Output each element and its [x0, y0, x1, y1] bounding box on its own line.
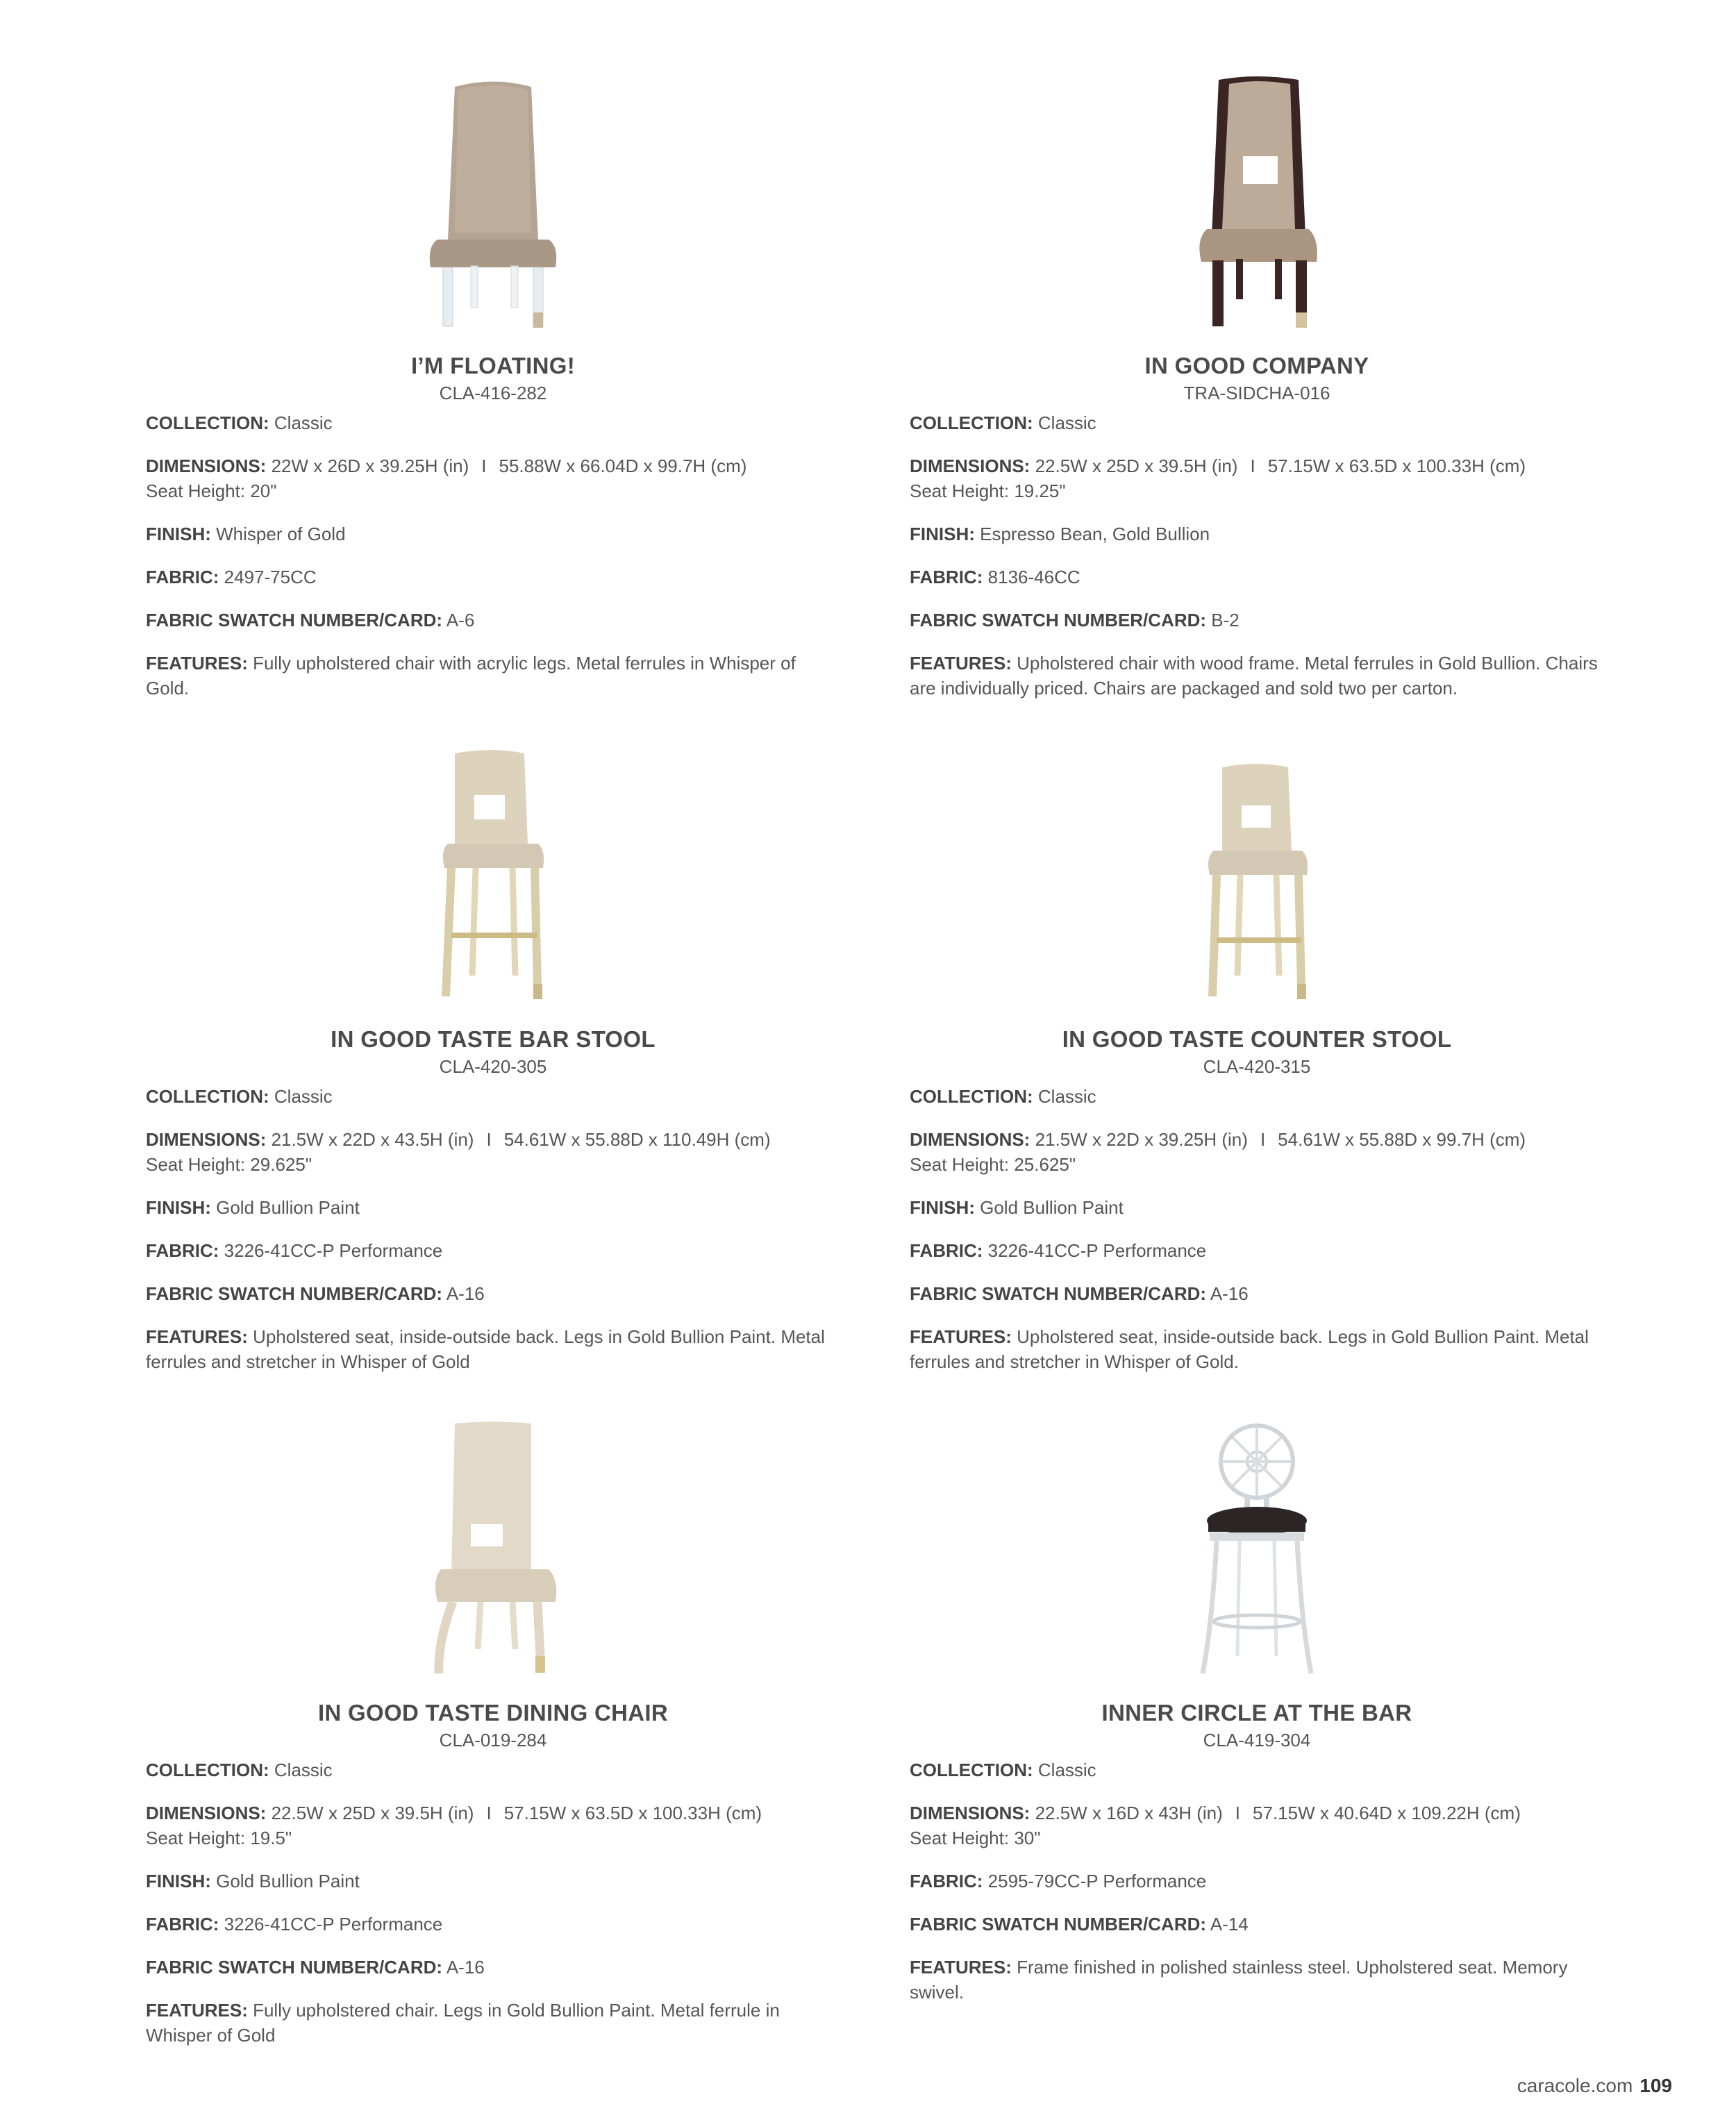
- page-footer: [1517, 2075, 1672, 2097]
- spec-fabric: FABRIC: 2497-75CC: [146, 567, 317, 587]
- product-in-good-company: [910, 66, 1604, 701]
- product-im-floating: [146, 66, 840, 701]
- spec-dimensions: DIMENSIONS: 22.5W x 16D x 43H (in) I 57.15W x 40.64D x 109.22H (cm) Seat Height: 30": [910, 1803, 1521, 1848]
- product-inner-circle-at-the-bar: [910, 1413, 1604, 2005]
- product-sku: TRA-SIDCHA-016: [1183, 383, 1330, 403]
- product-in-good-taste-dining-chair: [146, 1413, 840, 2048]
- product-title: IN GOOD TASTE COUNTER STOOL: [1062, 1026, 1452, 1052]
- spec-swatch: FABRIC SWATCH NUMBER/CARD: A-6: [146, 610, 475, 630]
- chair-image: [389, 1420, 597, 1684]
- spec-finish: FINISH: Gold Bullion Paint: [146, 1871, 360, 1891]
- spec-finish: FINISH: Espresso Bean, Gold Bullion: [910, 524, 1210, 544]
- spec-dimensions: DIMENSIONS: 21.5W x 22D x 43.5H (in) I 54.61W x 55.88D x 110.49H (cm) Seat Height: 29.625": [146, 1129, 771, 1175]
- product-photo: [910, 1413, 1604, 1684]
- spec-fabric: FABRIC: 2595-79CC-P Performance: [910, 1871, 1207, 1891]
- spec-collection: COLLECTION: Classic: [146, 1760, 333, 1780]
- spec-collection: COLLECTION: Classic: [146, 412, 333, 433]
- spec-finish: FINISH: Whisper of Gold: [146, 524, 346, 544]
- product-photo: [146, 740, 840, 1010]
- spec-swatch: FABRIC SWATCH NUMBER/CARD: B-2: [910, 610, 1240, 630]
- stool-image: [1153, 746, 1361, 1010]
- spec-collection: COLLECTION: Classic: [910, 1760, 1096, 1780]
- product-title: IN GOOD TASTE DINING CHAIR: [317, 1700, 669, 1726]
- product-photo: [146, 1413, 840, 1684]
- product-in-good-taste-counter-stool: [910, 740, 1604, 1374]
- product-sku: CLA-416-282: [439, 383, 547, 403]
- product-title: INNER CIRCLE AT THE BAR: [1101, 1700, 1412, 1726]
- stool-image: [1153, 1420, 1361, 1684]
- spec-finish: FINISH: Gold Bullion Paint: [146, 1197, 360, 1218]
- product-sku: CLA-420-305: [439, 1056, 547, 1077]
- spec-finish: FINISH: Gold Bullion Paint: [910, 1197, 1124, 1218]
- page-number: 109: [1639, 2075, 1672, 2096]
- chair-image: [389, 73, 597, 337]
- spec-features: FEATURES: Upholstered chair with wood frame. Metal ferrules in Gold Bullion. Chairs are individually priced. Chairs are packaged and sold two per carton.: [910, 653, 1598, 699]
- spec-features: FEATURES: Upholstered seat, inside-outside back. Legs in Gold Bullion Paint. Metal ferrules and stretcher in Whisper of Gold.: [910, 1326, 1589, 1372]
- product-photo: [146, 66, 840, 337]
- product-sku: CLA-419-304: [1203, 1730, 1311, 1751]
- spec-swatch: FABRIC SWATCH NUMBER/CARD: A-16: [910, 1283, 1249, 1304]
- spec-swatch: FABRIC SWATCH NUMBER/CARD: A-16: [146, 1283, 485, 1304]
- spec-swatch: FABRIC SWATCH NUMBER/CARD: A-16: [146, 1957, 485, 1978]
- product-title: IN GOOD TASTE BAR STOOL: [331, 1026, 656, 1052]
- product-title: I’M FLOATING!: [410, 353, 576, 378]
- product-sku: CLA-019-284: [439, 1730, 547, 1751]
- site-link[interactable]: caracole.com: [1517, 2075, 1633, 2096]
- spec-features: FEATURES: Fully upholstered chair with acrylic legs. Metal ferrules in Whisper of Gold.: [146, 653, 796, 699]
- spec-features: FEATURES: Upholstered seat, inside-outside back. Legs in Gold Bullion Paint. Metal ferrules and stretcher in Whisper of Gold: [146, 1326, 825, 1372]
- product-sku: CLA-420-315: [1203, 1056, 1311, 1077]
- chair-image: [1153, 73, 1361, 337]
- spec-features: FEATURES: Fully upholstered chair. Legs in Gold Bullion Paint. Metal ferrule in Whisper of Gold: [146, 2000, 780, 2046]
- spec-dimensions: DIMENSIONS: 22.5W x 25D x 39.5H (in) I 57.15W x 63.5D x 100.33H (cm) Seat Height: 19.5": [146, 1803, 762, 1848]
- stool-image: [389, 746, 597, 1010]
- spec-collection: COLLECTION: Classic: [910, 1086, 1096, 1107]
- spec-dimensions: DIMENSIONS: 22W x 26D x 39.25H (in) I 55.88W x 66.04D x 99.7H (cm) Seat Height: 20": [146, 456, 747, 501]
- spec-dimensions: DIMENSIONS: 22.5W x 25D x 39.5H (in) I 57.15W x 63.5D x 100.33H (cm) Seat Height: 19.25": [910, 456, 1526, 501]
- spec-fabric: FABRIC: 3226-41CC-P Performance: [910, 1240, 1207, 1261]
- product-title: IN GOOD COMPANY: [1144, 353, 1369, 378]
- spec-swatch: FABRIC SWATCH NUMBER/CARD: A-14: [910, 1914, 1249, 1935]
- spec-fabric: FABRIC: 3226-41CC-P Performance: [146, 1240, 443, 1261]
- product-photo: [910, 740, 1604, 1010]
- product-photo: [910, 66, 1604, 337]
- spec-collection: COLLECTION: Classic: [146, 1086, 333, 1107]
- spec-dimensions: DIMENSIONS: 21.5W x 22D x 39.25H (in) I 54.61W x 55.88D x 99.7H (cm) Seat Height: 25.625": [910, 1129, 1526, 1175]
- spec-fabric: FABRIC: 3226-41CC-P Performance: [146, 1914, 443, 1935]
- spec-collection: COLLECTION: Classic: [910, 412, 1096, 433]
- spec-features: FEATURES: Frame finished in polished stainless steel. Upholstered seat. Memory swivel.: [910, 1957, 1568, 2003]
- product-in-good-taste-bar-stool: [146, 740, 840, 1374]
- spec-fabric: FABRIC: 8136-46CC: [910, 567, 1080, 587]
